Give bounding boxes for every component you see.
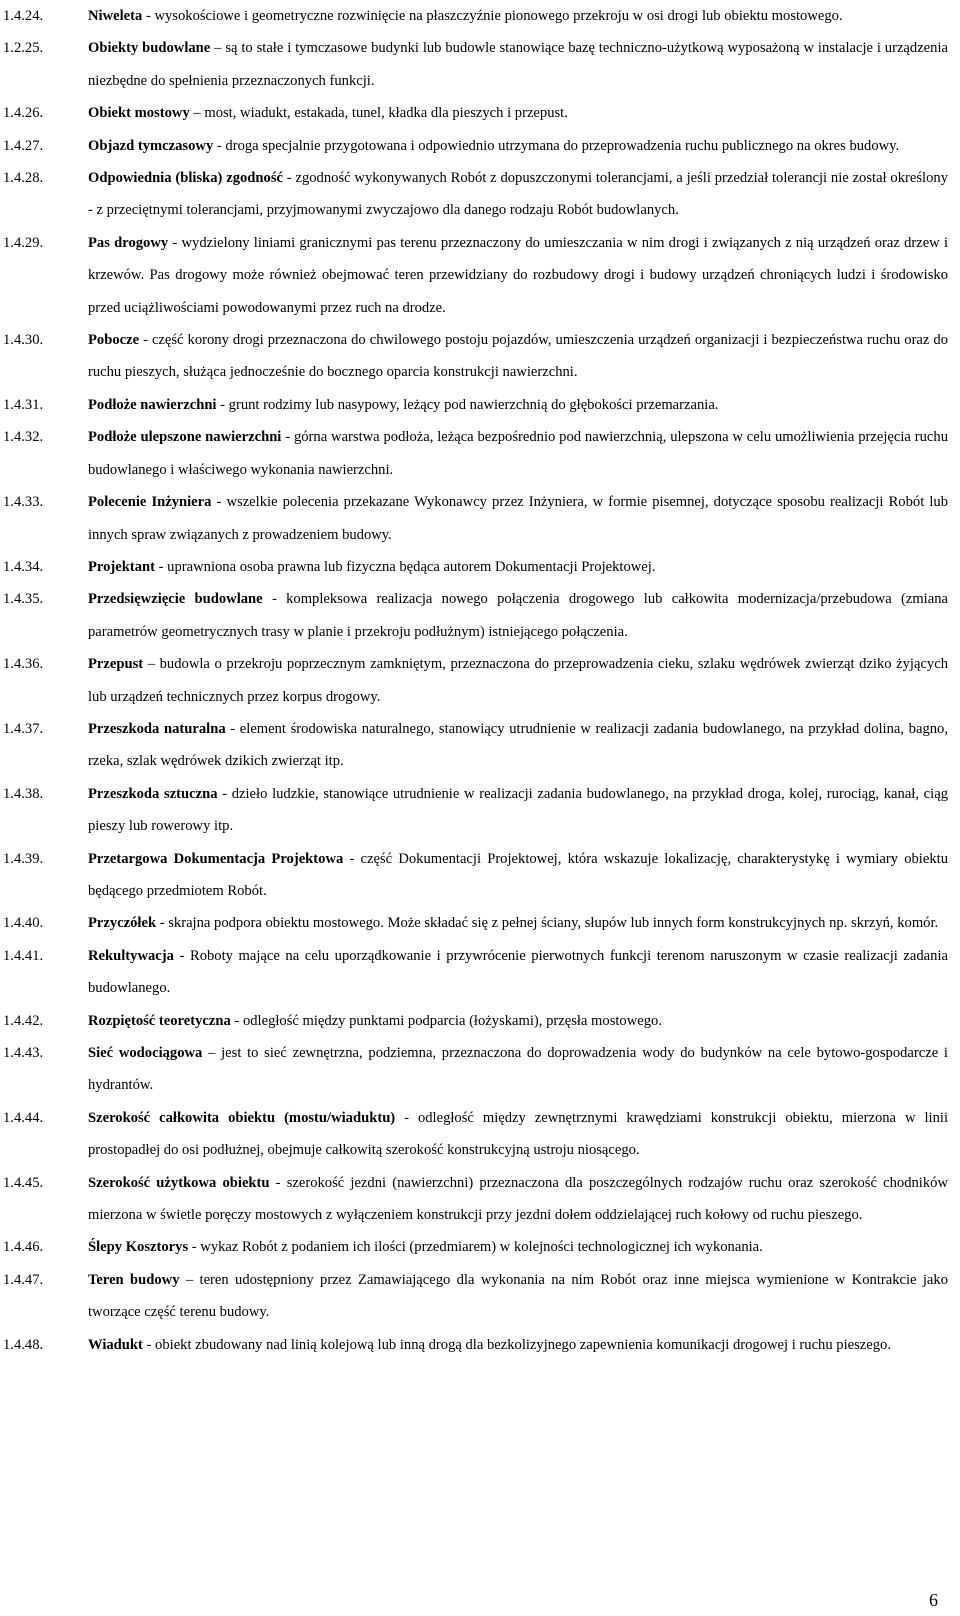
definition-term: Przeszkoda naturalna [88, 720, 226, 737]
definition-text: - odległość między zewnętrznymi krawędziami konstrukcji obiektu, mierzona w linii prostopadłej do osi podłużnej, obejmuje całkowitą szerokość konstrukcyjną ustroju niosącego. [88, 1109, 948, 1159]
definition-body [88, 0, 948, 32]
definition-entry [3, 486, 948, 551]
definition-text: – most, wiadukt, estakada, tunel, kładka dla pieszych i przepust. [189, 105, 568, 122]
definition-term: Pobocze [88, 332, 140, 349]
definition-entry [3, 0, 948, 32]
definition-number: 1.4.33. [3, 494, 44, 511]
definition-text: - część Dokumentacji Projektowej, która wskazuje lokalizację, charakterystykę i wymiary obiektu będącego przedmiotem Robót. [88, 850, 948, 899]
definition-text: - zgodność wykonywanych Robót z dopuszczonymi tolerancjami, a jeśli przedział tolerancji nie został określony - z przeciętnymi tolerancjami, przyjmowanymi zwyczajowo dla danego rodzaju Robót budowlanych. [88, 170, 948, 219]
definition-term: Ślepy Kosztorys [88, 1239, 189, 1256]
definition-entry [3, 130, 948, 162]
definition-number: 1.4.27. [3, 137, 44, 154]
definition-number: 1.4.35. [3, 591, 44, 608]
definition-entry [3, 162, 948, 227]
definition-entry [3, 940, 948, 1005]
definition-body [88, 648, 948, 713]
definition-entry [3, 1102, 948, 1167]
definition-entry [3, 97, 948, 129]
definition-number: 1.4.36. [3, 656, 44, 673]
definition-body [88, 713, 948, 778]
definition-text: - skrajna podpora obiektu mostowego. Może składać się z pełnej ściany, słupów lub innych form konstrukcyjnych np. skrzyń, komór. [156, 915, 939, 932]
definition-entry [3, 843, 948, 908]
definition-number: 1.4.40. [3, 915, 44, 932]
definition-entry [3, 1329, 948, 1361]
definition-body [88, 130, 948, 162]
definition-number: 1.2.25. [3, 40, 44, 57]
definition-term: Szerokość całkowita obiektu (mostu/wiaduktu) [88, 1109, 396, 1126]
definition-body [88, 940, 948, 1005]
definition-text: - obiekt zbudowany nad linią kolejową lub inną drogą dla bezkolizyjnego zapewnienia komunikacji drogowej i ruchu pieszego. [142, 1336, 891, 1353]
definition-body [88, 907, 948, 939]
definition-body [88, 486, 948, 551]
definition-number: 1.4.30. [3, 332, 44, 349]
definition-number: 1.4.26. [3, 105, 44, 122]
definition-number: 1.4.29. [3, 234, 44, 251]
definition-number: 1.4.31. [3, 396, 44, 413]
definition-term: Polecenie Inżyniera [88, 494, 212, 511]
definition-term: Rozpiętość teoretyczna [88, 1012, 231, 1029]
definition-number: 1.4.34. [3, 558, 44, 575]
definition-term: Szerokość użytkowa obiektu [88, 1174, 270, 1191]
definition-text: - droga specjalnie przygotowana i odpowiednio utrzymana do przeprowadzenia ruchu publicznego na okres budowy. [213, 137, 900, 154]
definition-term: Teren budowy [88, 1271, 180, 1288]
definition-text: - wysokościowe i geometryczne rozwinięcie na płaszczyźnie pionowego przekroju w osi drogi lub obiektu mostowego. [142, 8, 843, 24]
definition-term: Przyczółek [88, 915, 157, 932]
definition-term: Przeszkoda sztuczna [88, 785, 218, 802]
definition-body [88, 551, 948, 583]
definition-term: Projektant [88, 558, 156, 575]
definition-number: 1.4.44. [3, 1109, 44, 1126]
definition-entry [3, 713, 948, 778]
definition-entry [3, 648, 948, 713]
definition-term: Sieć wodociągowa [88, 1045, 203, 1061]
definition-text: - część korony drogi przeznaczona do chwilowego postoju pojazdów, umieszczenia urządzeń organizacji i bezpieczeństwa ruchu oraz do ruchu pieszych, służąca jednocześnie do bocznego oparcia konstrukcji nawierzchni. [88, 332, 948, 381]
definition-body [88, 583, 948, 648]
definition-text: - wykaz Robót z podaniem ich ilości (przedmiarem) w kolejności technologicznej ich wykonania. [188, 1239, 763, 1256]
definition-entry [3, 1167, 948, 1232]
definition-term: Podłoże nawierzchni [88, 396, 217, 413]
definition-text: - Roboty mające na celu uporządkowanie i przywrócenie pierwotnych funkcji terenom naruszonym w czasie realizacji zadania budowlanego. [88, 947, 948, 997]
definition-entry [3, 778, 948, 843]
definition-term: Przepust [88, 656, 144, 673]
definition-text: - uprawniona osoba prawna lub fizyczna będąca autorem Dokumentacji Projektowej. [155, 558, 656, 575]
definition-text: - wszelkie polecenia przekazane Wykonawcy przez Inżyniera, w formie pisemnej, dotyczące sposobu realizacji Robót lub innych spraw związanych z prowadzeniem budowy. [88, 494, 948, 543]
definition-body [88, 227, 948, 324]
definition-body [88, 324, 948, 389]
definition-entry [3, 227, 948, 324]
definition-term: Wiadukt [88, 1336, 143, 1353]
definition-text: - grunt rodzimy lub nasypowy, leżący pod nawierzchnią do głębokości przemarzania. [216, 396, 719, 413]
definition-entry [3, 421, 948, 486]
definition-text: – są to stałe i tymczasowe budynki lub budowle stanowiące bazę techniczno-użytkową wyposażoną w instalacje i urządzenia niezbędne do spełnienia przeznaczonych funkcji. [88, 40, 948, 89]
definition-number: 1.4.45. [3, 1174, 44, 1191]
definition-body [88, 97, 948, 129]
definitions-list [3, 0, 948, 1361]
definition-entry [3, 583, 948, 648]
definition-entry [3, 324, 948, 389]
definition-entry [3, 1264, 948, 1329]
definition-body [88, 389, 948, 421]
definition-number: 1.4.39. [3, 850, 44, 867]
definition-entry [3, 389, 948, 421]
definition-text: - górna warstwa podłoża, leżąca bezpośrednio pod nawierzchnią, ulepszona w celu umożliwienia przejęcia ruchu budowlanego i właściwego wykonania nawierzchni. [88, 429, 948, 478]
definition-entry [3, 551, 948, 583]
definition-term: Przetargowa Dokumentacja Projektowa [88, 850, 344, 867]
definition-number: 1.4.46. [3, 1239, 44, 1256]
definition-term: Obiekt mostowy [88, 105, 190, 122]
definition-entry [3, 32, 948, 97]
definition-body [88, 1264, 948, 1329]
definition-body [88, 1329, 948, 1361]
definition-entry [3, 1005, 948, 1037]
definition-entry [3, 1037, 948, 1102]
definition-term: Obiekty budowlane [88, 40, 211, 57]
definition-body [88, 421, 948, 486]
definition-number: 1.4.41. [3, 947, 44, 964]
definition-body [88, 843, 948, 908]
definition-entry [3, 907, 948, 939]
definition-number: 1.4.47. [3, 1271, 44, 1288]
definition-number: 1.4.24. [3, 8, 44, 24]
definition-number: 1.4.28. [3, 170, 44, 187]
definition-number: 1.4.48. [3, 1336, 44, 1353]
definition-number: 1.4.37. [3, 720, 44, 737]
definition-text: - dzieło ludzkie, stanowiące utrudnienie w realizacji zadania budowlanego, na przykład droga, kolej, rurociąg, kanał, ciąg pieszy lub rowerowy itp. [88, 785, 948, 835]
definition-body [88, 1231, 948, 1263]
page-number: 6 [929, 1590, 938, 1610]
definition-body [88, 1037, 948, 1102]
definition-text: - element środowiska naturalnego, stanowiący utrudnienie w realizacji zadania budowlanego, na przykład dolina, bagno, rzeka, szlak wędrówek dzikich zwierząt itp. [88, 720, 948, 770]
definition-text: - odległość między punktami podparcia (łożyskami), przęsła mostowego. [230, 1012, 662, 1029]
definition-number: 1.4.38. [3, 785, 44, 802]
definition-body [88, 1102, 948, 1167]
definition-term: Objazd tymczasowy [88, 137, 214, 154]
definition-body [88, 162, 948, 227]
definition-text: – teren udostępniony przez Zamawiającego dla wykonania na nim Robót oraz inne miejsca wymienione w Kontrakcie jako tworzące część terenu budowy. [88, 1271, 948, 1321]
definition-term: Podłoże ulepszone nawierzchni [88, 429, 282, 446]
definition-number: 1.4.42. [3, 1012, 44, 1029]
definition-text: - kompleksowa realizacja nowego połączenia drogowego lub całkowita modernizacja/przebudowa (zmiana parametrów geometrycznych trasy w planie i przekroju podłużnym) istniejącego połączenia. [88, 591, 948, 640]
definition-term: Rekultywacja [88, 947, 174, 964]
definition-entry [3, 1231, 948, 1263]
definition-term: Pas drogowy [88, 234, 169, 251]
definition-term: Odpowiednia (bliska) zgodność [88, 170, 283, 187]
definition-body [88, 1167, 948, 1232]
definition-number: 1.4.43. [3, 1045, 44, 1061]
definition-term: Przedsięwzięcie budowlane [88, 591, 263, 608]
definition-text: – budowla o przekroju poprzecznym zamkniętym, przeznaczona do przeprowadzenia cieku, szlaku wędrówek zwierząt dziko żyjących lub urządzeń technicznych przez korpus drogowy. [88, 656, 948, 705]
definition-body [88, 32, 948, 97]
definition-body [88, 1005, 948, 1037]
definition-body [88, 778, 948, 843]
definition-text: – jest to sieć zewnętrzna, podziemna, przeznaczona do doprowadzenia wody do budynków na cele bytowo-gospodarcze i hydrantów. [88, 1045, 948, 1094]
definition-text: - szerokość jezdni (nawierzchni) przeznaczona dla poszczególnych rodzajów ruchu oraz szerokość chodników mierzona w świetle poręczy mostowych z wyłączeniem konstrukcji przy jezdni dołem oddzielającej ruch kołowy od ruchu pieszego. [88, 1174, 948, 1224]
definition-number: 1.4.32. [3, 429, 44, 446]
definition-text: - wydzielony liniami granicznymi pas terenu przeznaczony do umieszczania w nim drogi i związanych z nią urządzeń oraz drzew i krzewów. Pas drogowy może również obejmować teren przewidziany do rozbudowy drogi i budowy urządzeń chroniących ludzi i środowisko przed uciążliwościami powodowanymi przez ruch na drodze. [88, 234, 948, 316]
definition-term: Niweleta [88, 8, 143, 24]
